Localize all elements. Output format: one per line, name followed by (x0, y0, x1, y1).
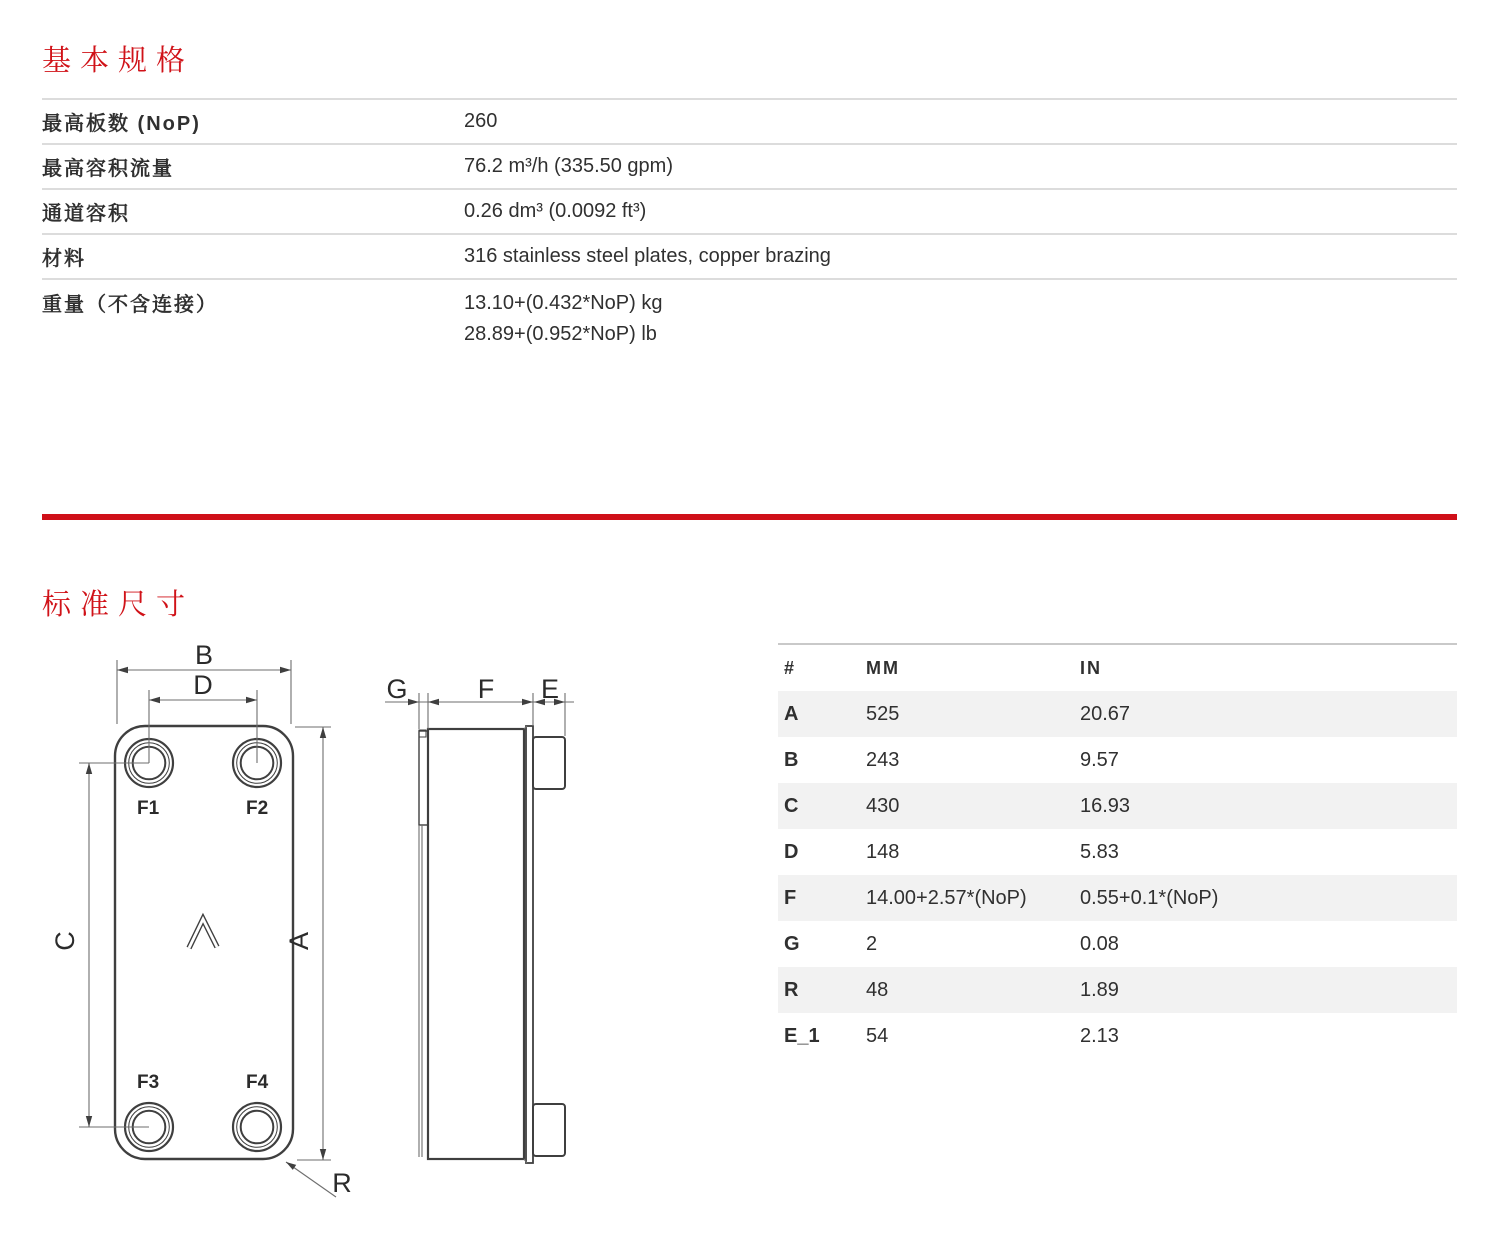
dimensions-table (778, 643, 1457, 1059)
label-f1: F1 (137, 798, 160, 819)
spec-value: 260 (464, 110, 498, 132)
dims-row-F: F 14.00+2.57*(NoP) 0.55+0.1*(NoP) (778, 875, 1457, 921)
spec-value: 0.26 dm³ (0.0092 ft³) (464, 200, 647, 222)
svg-text:E: E (540, 674, 560, 704)
label-f4: F4 (246, 1072, 269, 1093)
dims-row-C: C 430 16.93 (778, 783, 1457, 829)
svg-text:G: G (386, 674, 408, 704)
label-f2: F2 (246, 798, 269, 819)
spec-row-channel-volume (42, 188, 1457, 233)
side-view-body (419, 726, 565, 1163)
svg-text:C: C (50, 931, 80, 951)
dimensions-title: 标准尺寸 (42, 589, 195, 621)
basic-specs-title: 基本规格 (42, 45, 195, 77)
dims-table-header (778, 643, 1457, 691)
dims-row-B: B 243 9.57 (784, 748, 1119, 771)
dims-row-A: A 525 20.67 (778, 691, 1457, 737)
front-view-body (115, 726, 293, 1159)
spec-label: 最高板数 (NoP) (42, 113, 201, 135)
svg-text:A: A (284, 931, 314, 951)
dims-row-E1: E_1 54 2.13 (784, 1024, 1119, 1047)
spec-label: 最高容积流量 (42, 158, 174, 180)
spec-label: 重量（不含连接） (42, 294, 218, 316)
spec-row-material (42, 233, 1457, 278)
basic-specs-table (42, 98, 1457, 366)
dimension-drawing (40, 636, 680, 1236)
spec-label: 通道容积 (42, 203, 130, 225)
svg-text:D: D (193, 670, 213, 700)
dim-D (149, 670, 257, 763)
dims-row-R: R 48 1.89 (778, 967, 1457, 1013)
spec-row-weight (42, 278, 1457, 366)
dims-row-G: G 2 0.08 (784, 932, 1119, 955)
spec-label: 材料 (42, 248, 86, 270)
chevron-icon (189, 919, 217, 948)
dim-A (284, 727, 331, 1160)
svg-text:F: F (477, 674, 495, 704)
dim-GFE (385, 674, 574, 736)
label-f3: F3 (137, 1072, 160, 1093)
dims-row-D: D 148 5.83 (784, 840, 1119, 863)
port-f4 (233, 1103, 281, 1151)
svg-text:B: B (194, 640, 214, 670)
section-divider (42, 514, 1457, 520)
spec-row-flow (42, 143, 1457, 188)
spec-value: 76.2 m³/h (335.50 gpm) (464, 155, 673, 177)
svg-text:R: R (332, 1168, 352, 1198)
header-in: IN (1080, 657, 1102, 678)
dim-R (286, 1162, 352, 1198)
spec-value: 316 stainless steel plates, copper brazing (464, 245, 831, 267)
spec-row-nop (42, 98, 1457, 143)
dim-C (50, 763, 149, 1127)
spec-value: 13.10+(0.432*NoP) kg 28.89+(0.952*NoP) lb (464, 292, 663, 345)
header-id: # (784, 657, 797, 678)
header-mm: MM (866, 657, 900, 678)
